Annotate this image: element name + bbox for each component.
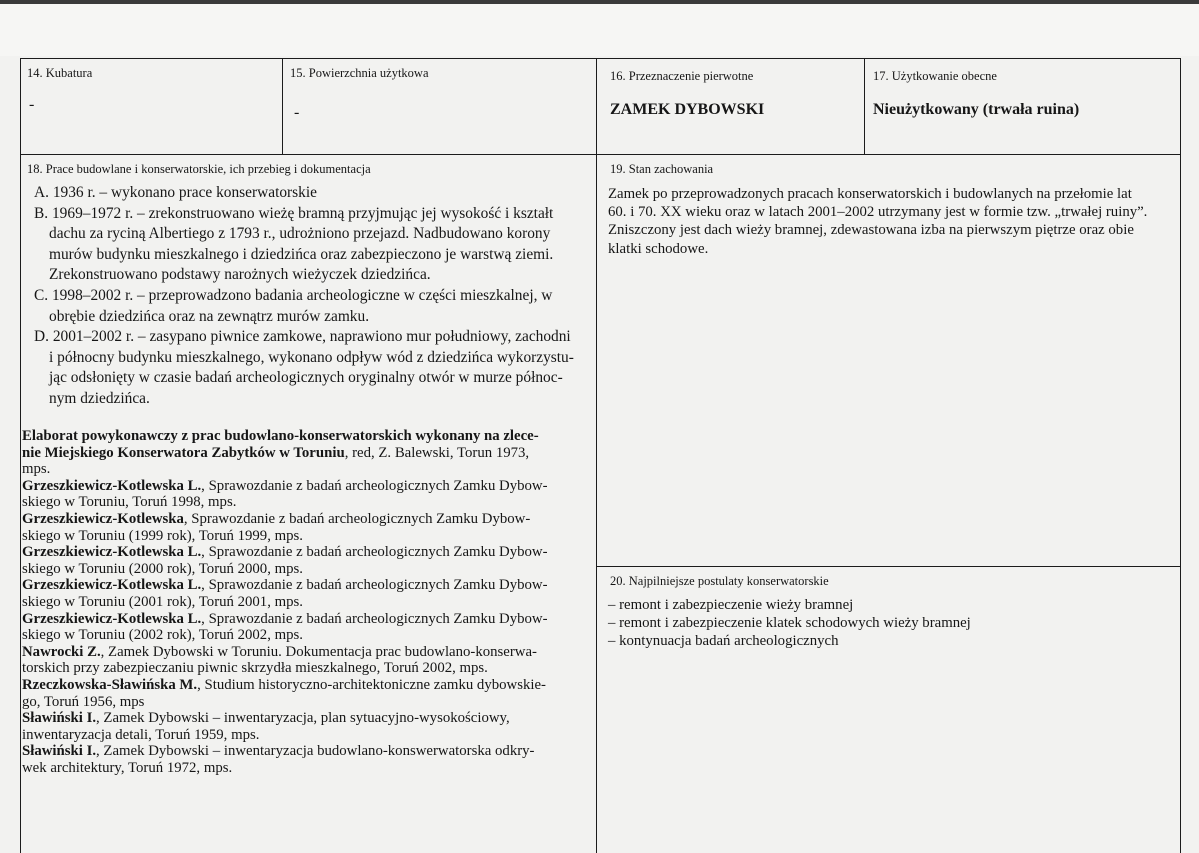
- stan-label: 19. Stan zachowania: [610, 162, 714, 176]
- list-item: – kontynuacja badań archeologicznych: [608, 633, 839, 650]
- postulaty-list: [608, 596, 1186, 651]
- list-item: – remont i zabezpieczenie wieży bramnej: [608, 597, 854, 613]
- bibliography-list: [22, 428, 590, 776]
- postulaty-label: 20. Najpilniejsze postulaty konserwatorskie: [610, 574, 829, 588]
- uzytkowanie-label: 17. Użytkowanie obecne: [873, 69, 997, 83]
- bibliography-entry: Grzeszkiewicz-Kotlewska L., Sprawozdanie z badań archeologicznych Zamku Dybow- skiego w Toruniu, Toruń 1998, mps.: [22, 477, 548, 511]
- right-border: [1180, 58, 1181, 853]
- bibliography-entry: Grzeszkiewicz-Kotlewska L., Sprawozdanie z badań archeologicznych Zamku Dybow- skiego w Toruniu (2001 rok), Toruń 2001, mps.: [22, 577, 548, 610]
- history-item-d: D. 2001–2002 r. – zasypano piwnice zamkowe, naprawiono mur południowy, zachodni i północny budynku mieszkalnego, wykonano odpływ wód z dziedzińca wykorzystu- jąc odsłonięty w czasie badań archeologicznych oryginalny otwór w murze północ- nym dziedzińca.: [34, 328, 574, 407]
- history-item-a: A. 1936 r. – wykonano prace konserwatorskie: [34, 184, 317, 201]
- uzytkowanie-value: Nieużytkowany (trwała ruina): [873, 101, 1080, 118]
- divider-16-17: [864, 58, 865, 154]
- przeznaczenie-value: ZAMEK DYBOWSKI: [610, 101, 765, 118]
- kubatura-value: -: [29, 96, 35, 113]
- bibliography-entry: Sławiński I., Zamek Dybowski – inwentaryzacja budowlano-konswerwatorska odkry- wek architektury, Toruń 1972, mps.: [22, 743, 535, 776]
- prace-label: 18. Prace budowlane i konserwatorskie, ich przebieg i dokumentacja: [27, 162, 371, 176]
- bibliography-entry: Grzeszkiewicz-Kotlewska L., Sprawozdanie z badań archeologicznych Zamku Dybow- skiego w Toruniu (2002 rok), Toruń 2002, mps.: [22, 610, 548, 644]
- left-border: [20, 58, 21, 853]
- page-margin: [0, 4, 1199, 56]
- divider-14-15: [282, 58, 283, 154]
- bibliography-entry: Nawrocki Z., Zamek Dybowski w Toruniu. Dokumentacja prac budowlano-konserwa- torskich przy zabezpieczaniu piwnic skrzydła mieszkalnego, Toruń 2002, mps.: [22, 643, 537, 677]
- table-top-border: [20, 58, 1180, 59]
- powierzchnia-label: 15. Powierzchnia użytkowa: [290, 66, 429, 80]
- bibliography-entry: Elaborat powykonawczy z prac budowlano-konserwatorskich wykonany na zlece- nie Miejskiego Konserwatora Zabytków w Toruniu, red, Z. Balewski, Torun 1973, mps.: [22, 428, 539, 478]
- bibliography-entry: Rzeczkowska-Sławińska M., Studium historyczno-architektoniczne zamku dybowskie- go, Toruń 1956, mps: [22, 676, 546, 710]
- stan-text: Zamek po przeprowadzonych pracach konserwatorskich i budowlanych na przełomie lat 60. i 70. XX wieku oraz w latach 2001–2002 utrzymany jest w formie tzw. „trwałej ruiny”. Zniszczony jest dach wieży bramnej, zdewastowana izba na pierwszym piętrze oraz obie klatki schodowe.: [608, 186, 1148, 257]
- powierzchnia-value: -: [294, 104, 300, 121]
- stan-bottom-border: [596, 566, 1180, 567]
- list-item: – remont i zabezpieczenie klatek schodowych wieży bramnej: [608, 615, 971, 632]
- bibliography-entry: Grzeszkiewicz-Kotlewska L., Sprawozdanie z badań archeologicznych Zamku Dybow- skiego w Toruniu (2000 rok), Toruń 2000, mps.: [22, 544, 548, 577]
- history-item-b: B. 1969–1972 r. – zrekonstruowano wieżę bramną przyjmując jej wysokość i kształt dachu za ryciną Albertiego z 1793 r., udrożniono przejazd. Nadbudowano korony murów budynku mieszkalnego i dziedzińca oraz zabezpieczono je warstwą ziemi. Zrekonstruowano podstawy narożnych wieżyczek dziedzińca.: [34, 204, 554, 284]
- divider-center: [596, 58, 597, 853]
- kubatura-label: 14. Kubatura: [27, 66, 93, 80]
- history-item-c: C. 1998–2002 r. – przeprowadzono badania archeologiczne w części mieszkalnej, w obrębie dziedzińca oraz na zewnątrz murów zamku.: [34, 286, 553, 325]
- bibliography-entry: Sławiński I., Zamek Dybowski – inwentaryzacja, plan sytuacyjno-wysokościowy, inwentaryzacja detali, Toruń 1959, mps.: [22, 710, 510, 743]
- row1-bottom-border: [20, 154, 1180, 155]
- przeznaczenie-label: 16. Przeznaczenie pierwotne: [610, 69, 754, 83]
- prace-history-list: [34, 183, 590, 410]
- bibliography-entry: Grzeszkiewicz-Kotlewska, Sprawozdanie z badań archeologicznych Zamku Dybow- skiego w Toruniu (1999 rok), Toruń 1999, mps.: [22, 510, 531, 544]
